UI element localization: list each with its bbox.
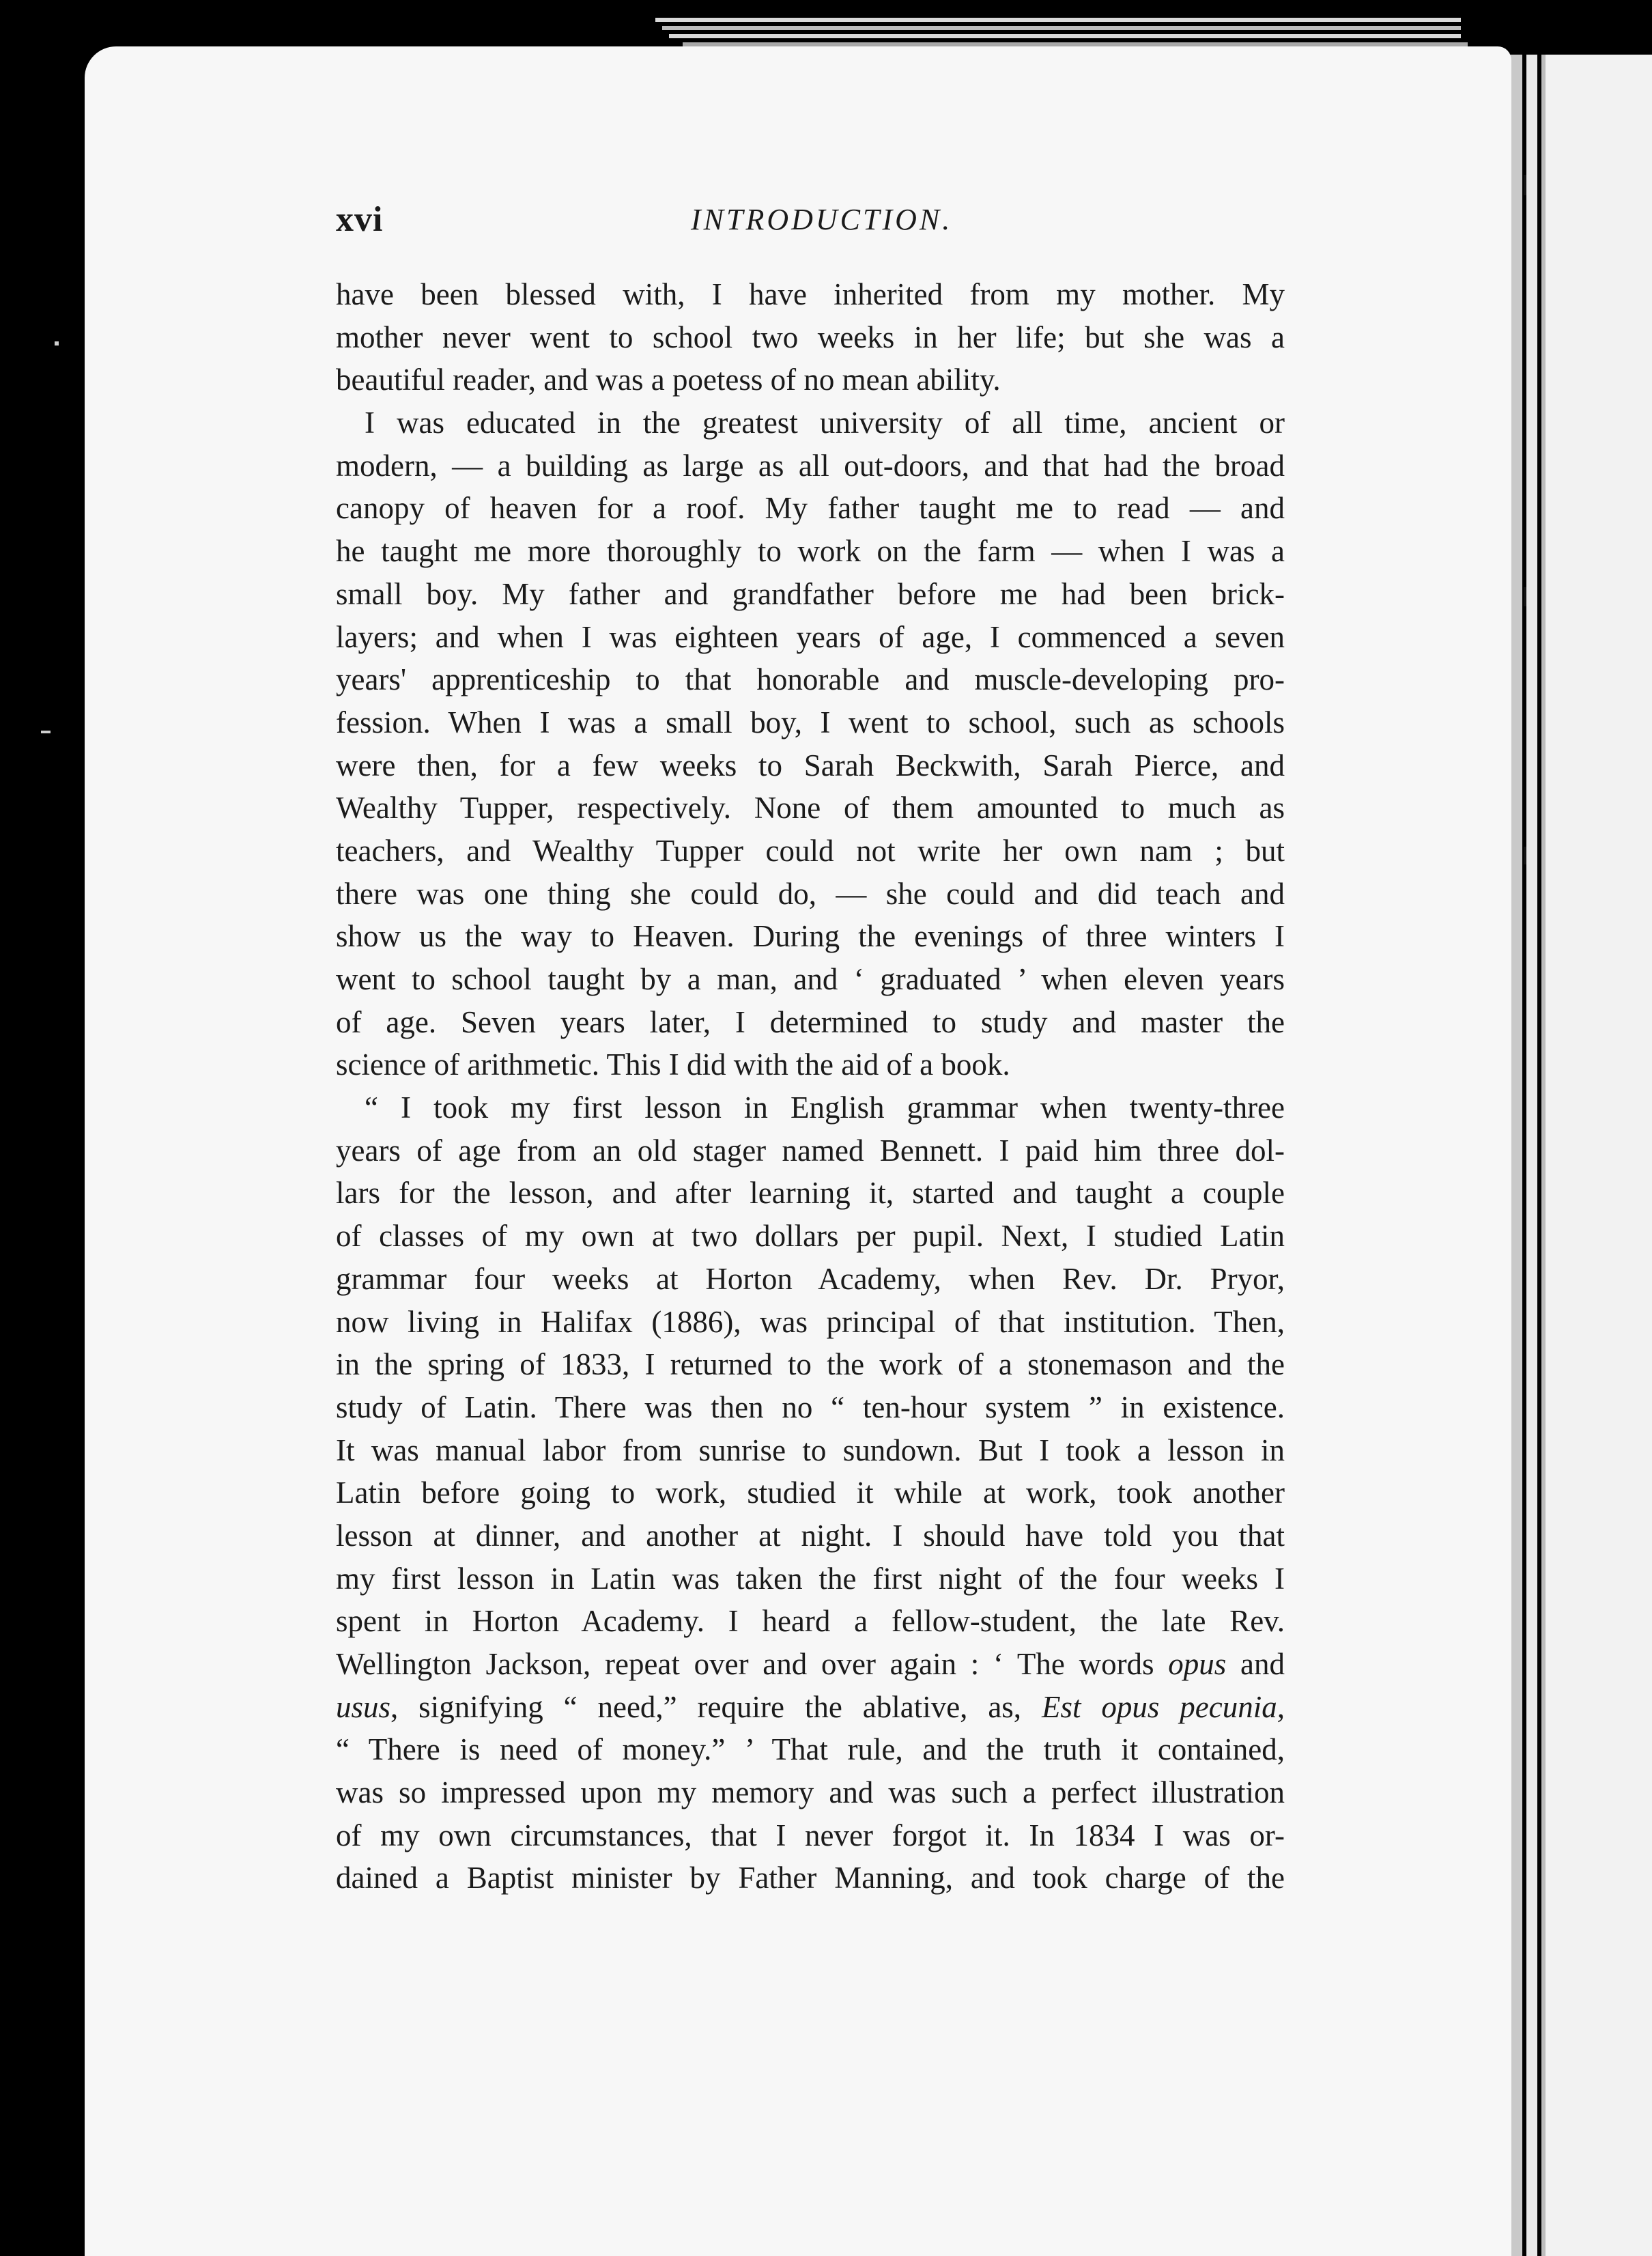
page-edge-line xyxy=(662,26,1461,30)
text-line: of my own circumstances, that I never forgot it. In 1834 I was or- xyxy=(336,1818,1285,1852)
text-fragment: Wellington Jackson, repeat over and over again : ‘ The words xyxy=(336,1647,1154,1681)
text-line: modern, — a building as large as all out-doors, and that had the broad xyxy=(336,448,1285,483)
text-line: went to school taught by a man, and ‘ graduated ’ when eleven years xyxy=(336,962,1285,996)
text-line: was so impressed upon my memory and was such a perfect illustration xyxy=(336,1775,1285,1810)
text-line: study of Latin. There was then no “ ten-hour system ” in existence. xyxy=(336,1390,1285,1424)
text-line: were then, for a few weeks to Sarah Beckwith, Sarah Pierce, and xyxy=(336,748,1285,782)
adjacent-page xyxy=(1541,55,1652,2256)
text-line: there was one thing she could do, — she could and did teach and xyxy=(336,876,1285,911)
text-fragment: , signifying “ need,” require the ablative, as, xyxy=(390,1689,1022,1724)
text-line: years of age from an old stager named Bennett. I paid him three dol- xyxy=(336,1133,1285,1168)
text-line: dained a Baptist minister by Father Manning, and took charge of the xyxy=(336,1861,1285,1895)
margin-mark xyxy=(1524,847,1526,864)
text-line-with-italic xyxy=(336,1686,1285,1729)
text-line: “ I took my first lesson in English grammar when twenty-three xyxy=(365,1090,1285,1125)
page-number: xvi xyxy=(336,200,384,239)
text-line: in the spring of 1833, I returned to the work of a stonemason and the xyxy=(336,1347,1285,1382)
text-line: years' apprenticeship to that honorable and muscle-developing pro- xyxy=(336,662,1285,697)
margin-mark xyxy=(1524,587,1526,606)
text-line: “ There is need of money.” ’ That rule, and the truth it contained, xyxy=(336,1732,1285,1767)
text-line: canopy of heaven for a roof. My father taught me to read — and xyxy=(336,491,1285,526)
text-line: layers; and when I was eighteen years of age, I commenced a seven xyxy=(336,619,1285,654)
adjacent-page-edge xyxy=(1526,55,1537,2256)
text-line: of classes of my own at two dollars per pupil. Next, I studied Latin xyxy=(336,1219,1285,1254)
text-fragment: and xyxy=(1240,1647,1285,1681)
italic-phrase: Est opus pecunia, xyxy=(1041,1689,1285,1724)
text-line-with-italic xyxy=(336,1643,1285,1686)
page-edge-line xyxy=(655,18,1461,22)
text-line: lars for the lesson, and after learning it, started and taught a couple xyxy=(336,1176,1285,1211)
scan-speck xyxy=(55,341,59,346)
text-line: spent in Horton Academy. I heard a fellow-student, the late Rev. xyxy=(336,1604,1285,1639)
italic-word-usus: usus xyxy=(336,1689,391,1724)
text-line: science of arithmetic. This I did with the aid of a book. xyxy=(336,1047,1010,1082)
text-line: show us the way to Heaven. During the evenings of three winters I xyxy=(336,919,1285,954)
scan-speck xyxy=(41,731,51,733)
text-line: of age. Seven years later, I determined to study and master the xyxy=(336,1004,1285,1039)
text-line: Latin before going to work, studied it while at work, took another xyxy=(336,1476,1285,1510)
text-line: my first lesson in Latin was taken the first night of the four weeks I xyxy=(336,1561,1285,1596)
text-line: have been blessed with, I have inherited from my mother. My xyxy=(336,277,1285,311)
text-line: lesson at dinner, and another at night. I should have told you that xyxy=(336,1518,1285,1553)
italic-word: opus xyxy=(1168,1647,1227,1681)
text-line: I was educated in the greatest university of all time, ancient or xyxy=(365,406,1285,440)
text-line: Wealthy Tupper, respectively. None of them amounted to much as xyxy=(336,791,1285,826)
running-head xyxy=(336,199,1285,240)
text-line: now living in Halifax (1886), was principal of that institution. Then, xyxy=(336,1304,1285,1339)
text-line: mother never went to school two weeks in her life; but she was a xyxy=(336,320,1285,354)
text-line: teachers, and Wealthy Tupper could not write her own nam ; but xyxy=(336,833,1285,868)
text-line: fession. When I was a small boy, I went to school, such as schools xyxy=(336,705,1285,739)
text-line: grammar four weeks at Horton Academy, when Rev. Dr. Pryor, xyxy=(336,1261,1285,1296)
text-line: It was manual labor from sunrise to sundown. But I took a lesson in xyxy=(336,1433,1285,1467)
body-text xyxy=(336,273,1285,1900)
page-edge-line xyxy=(669,34,1461,38)
text-line: small boy. My father and grandfather before me had been brick- xyxy=(336,576,1285,611)
running-title: INTRODUCTION. xyxy=(691,203,953,236)
text-line: he taught me more thoroughly to work on the farm — when I was a xyxy=(336,534,1285,569)
margin-mark xyxy=(1524,175,1526,195)
text-line: beautiful reader, and was a poetess of no mean ability. xyxy=(336,363,1001,397)
